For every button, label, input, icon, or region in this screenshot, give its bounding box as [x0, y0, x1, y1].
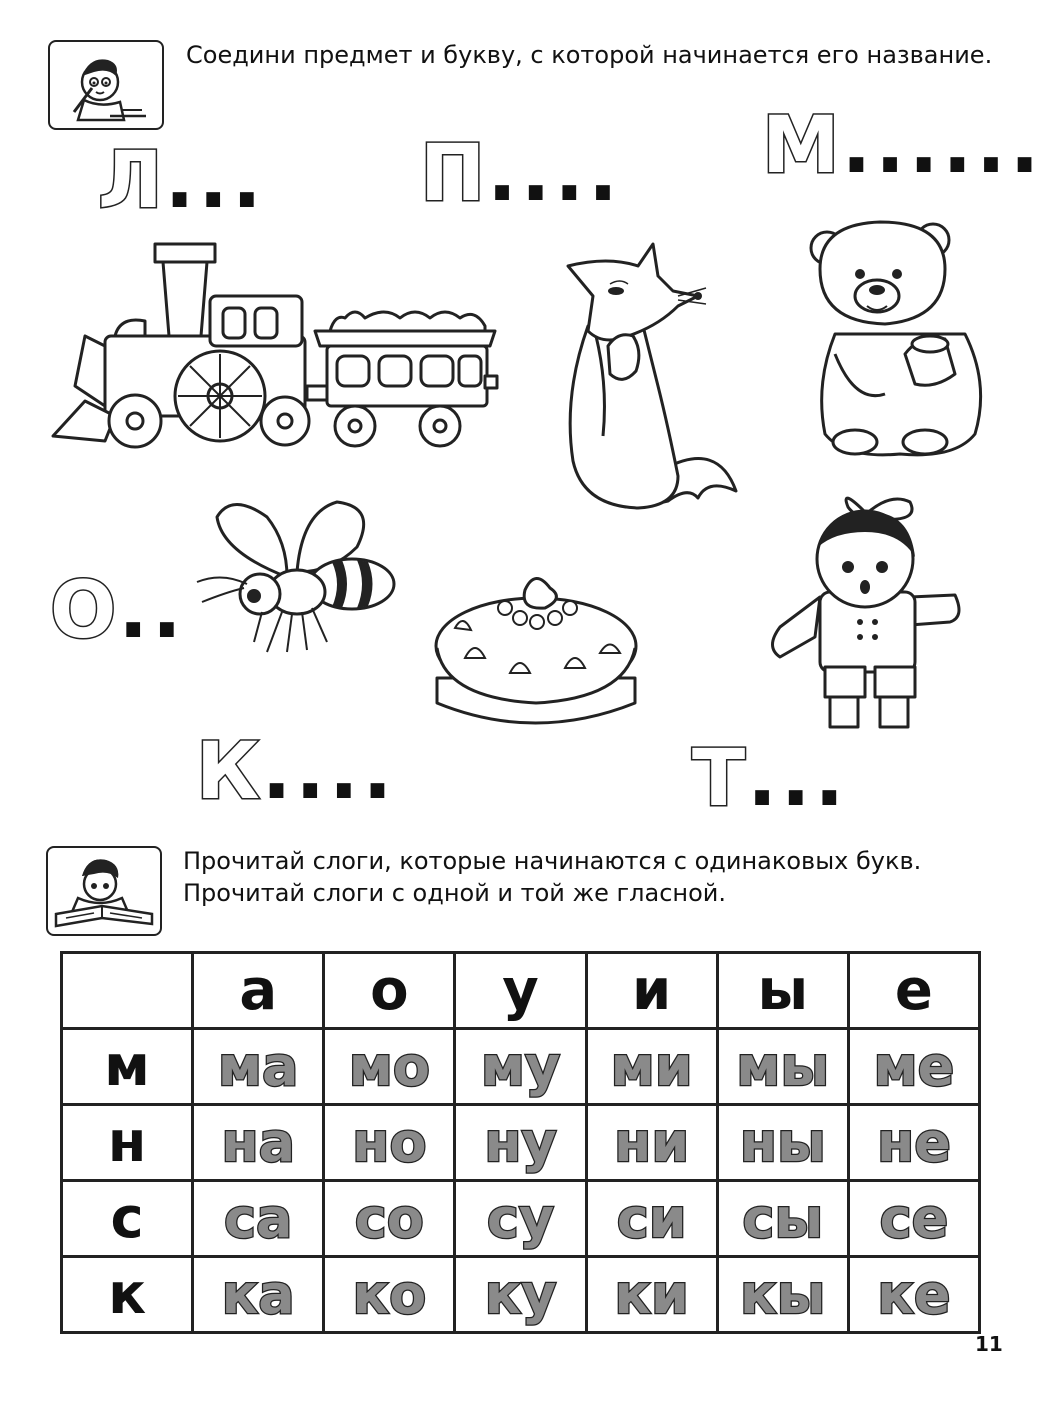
letter-m — [762, 101, 1044, 191]
writing-boy-icon — [50, 42, 162, 128]
task2-line1: Прочитай слоги, которые начинаются с одинаковых букв. — [183, 847, 922, 875]
task1-instruction: Соедини предмет и букву, с которой начинается его название. — [186, 41, 993, 69]
letter-t — [692, 734, 849, 824]
letter-k-char: К — [196, 727, 262, 817]
vowel-header: е — [848, 953, 979, 1029]
vowel-header: о — [324, 953, 455, 1029]
syllable-table — [60, 951, 981, 1334]
syllable-cell: си — [586, 1181, 717, 1257]
letter-k-dots: .... — [261, 727, 397, 817]
consonant-header: м — [62, 1029, 193, 1105]
syllable-cell: ми — [586, 1029, 717, 1105]
letter-m-char: М — [762, 101, 842, 191]
letter-p — [420, 129, 622, 219]
table-row — [62, 1257, 980, 1333]
syllable-cell: не — [848, 1105, 979, 1181]
header-empty-cell — [62, 953, 193, 1029]
letter-l-dots: ... — [164, 136, 266, 226]
syllable-cell: но — [324, 1105, 455, 1181]
vowel-header: ы — [717, 953, 848, 1029]
syllable-cell: са — [193, 1181, 324, 1257]
vowel-header: и — [586, 953, 717, 1029]
syllable-cell: на — [193, 1105, 324, 1181]
letter-o — [50, 566, 186, 656]
train-picture — [45, 236, 500, 456]
syllable-cell: ну — [455, 1105, 586, 1181]
consonant-header: с — [62, 1181, 193, 1257]
vowel-header: у — [455, 953, 586, 1029]
writing-boy-icon-box — [48, 40, 164, 130]
table-row — [62, 1029, 980, 1105]
syllable-cell: ке — [848, 1257, 979, 1333]
syllable-cell: мы — [717, 1029, 848, 1105]
doll-picture — [760, 487, 970, 747]
consonant-header: к — [62, 1257, 193, 1333]
letter-l — [98, 136, 266, 226]
letter-k — [196, 727, 397, 817]
task2-instruction — [183, 845, 921, 909]
syllable-cell: ны — [717, 1105, 848, 1181]
syllable-cell: ме — [848, 1029, 979, 1105]
cake-picture — [425, 568, 647, 738]
table-header-row — [62, 953, 980, 1029]
letter-p-dots: .... — [487, 129, 622, 219]
letter-o-char: О — [50, 566, 119, 656]
reading-boy-icon — [48, 848, 160, 934]
task2-line2: Прочитай слоги с одной и той же гласной. — [183, 879, 726, 907]
syllable-cell: ки — [586, 1257, 717, 1333]
bear-picture — [805, 214, 995, 464]
syllable-cell: ко — [324, 1257, 455, 1333]
syllable-cell: се — [848, 1181, 979, 1257]
letter-l-char: Л — [98, 136, 165, 226]
letter-t-dots: ... — [747, 734, 849, 824]
fox-picture — [548, 236, 743, 521]
letter-o-dots: .. — [118, 566, 186, 656]
letter-p-char: П — [420, 129, 488, 219]
syllable-cell: ма — [193, 1029, 324, 1105]
reading-boy-icon-box — [46, 846, 162, 936]
consonant-header: н — [62, 1105, 193, 1181]
syllable-cell: су — [455, 1181, 586, 1257]
syllable-cell: мо — [324, 1029, 455, 1105]
syllable-cell: ку — [455, 1257, 586, 1333]
syllable-cell: сы — [717, 1181, 848, 1257]
vowel-header: а — [193, 953, 324, 1029]
table-row — [62, 1105, 980, 1181]
bee-picture — [192, 492, 402, 662]
syllable-cell: со — [324, 1181, 455, 1257]
table-row — [62, 1181, 980, 1257]
syllable-cell: кы — [717, 1257, 848, 1333]
page-number: 11 — [975, 1332, 1003, 1356]
syllable-cell: ни — [586, 1105, 717, 1181]
syllable-cell: ка — [193, 1257, 324, 1333]
syllable-cell: му — [455, 1029, 586, 1105]
letter-t-char: Т — [692, 734, 748, 824]
letter-m-dots: ...... — [841, 101, 1044, 191]
